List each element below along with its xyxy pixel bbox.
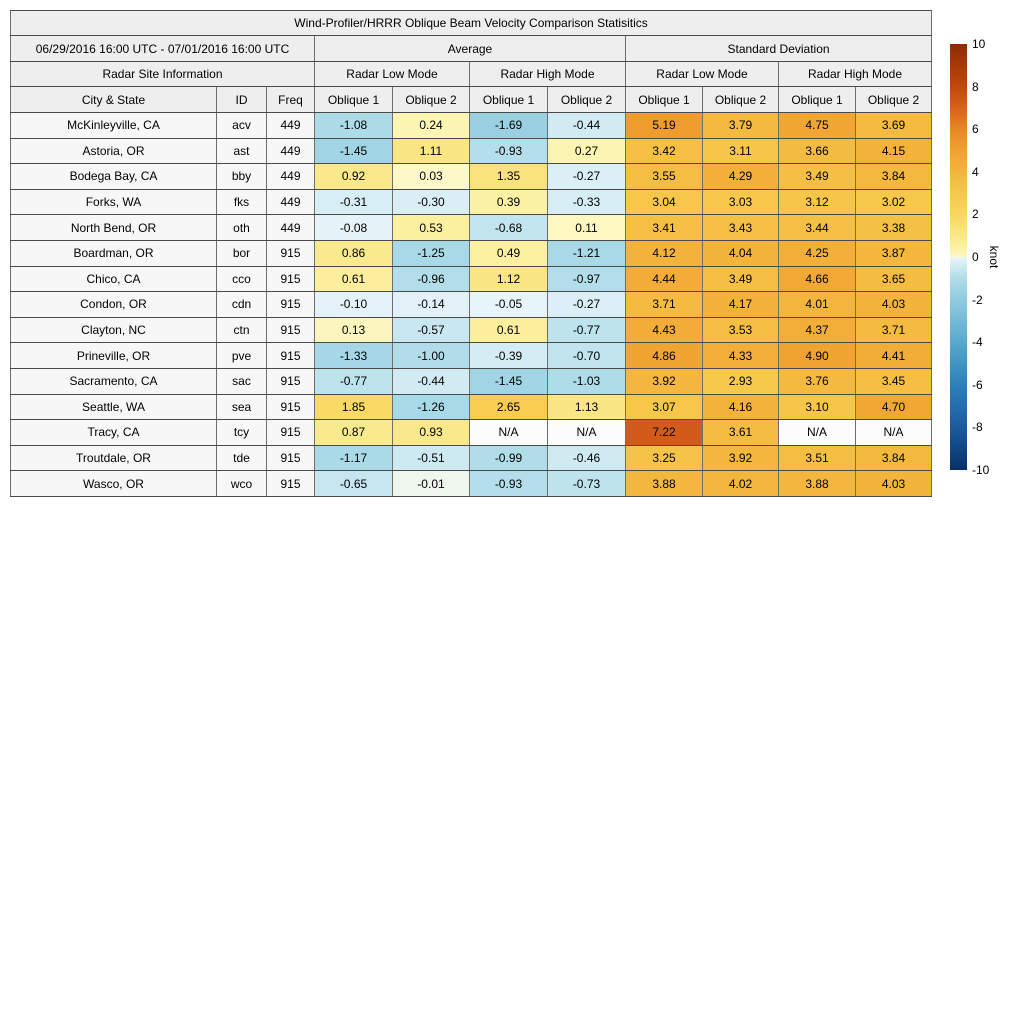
table-row	[11, 215, 932, 241]
colorbar-tick-label: -4	[972, 335, 983, 350]
value-cell: 1.85	[315, 394, 393, 420]
value-cell: -1.08	[315, 113, 393, 139]
value-cell: 0.11	[548, 215, 626, 241]
value-cell: -0.70	[548, 343, 626, 369]
colorbar-tick-label: 4	[972, 164, 979, 179]
value-cell: 4.03	[856, 292, 932, 318]
id-header: ID	[217, 87, 267, 113]
value-cell: 3.84	[856, 445, 932, 471]
value-cell: 4.03	[856, 471, 932, 497]
avg-high-mode-header: Radar High Mode	[470, 62, 626, 87]
value-cell: 0.53	[393, 215, 470, 241]
oblique1-header: Oblique 1	[315, 87, 393, 113]
value-cell: -1.00	[393, 343, 470, 369]
value-cell: -1.45	[315, 138, 393, 164]
id-cell: wco	[217, 471, 267, 497]
value-cell: 4.29	[703, 164, 779, 190]
table-title: Wind-Profiler/HRRR Oblique Beam Velocity Comparison Statisitics	[11, 11, 932, 36]
city-cell: Prineville, OR	[11, 343, 217, 369]
value-cell: 2.93	[703, 368, 779, 394]
value-cell: 3.25	[626, 445, 703, 471]
value-cell: -0.73	[548, 471, 626, 497]
value-cell: 4.25	[779, 240, 856, 266]
value-cell: -0.65	[315, 471, 393, 497]
colorbar-gradient	[950, 44, 967, 470]
value-cell: 1.13	[548, 394, 626, 420]
value-cell: 0.24	[393, 113, 470, 139]
value-cell: 3.55	[626, 164, 703, 190]
value-cell: 1.12	[470, 266, 548, 292]
table-row	[11, 113, 932, 139]
value-cell: 7.22	[626, 420, 703, 446]
freq-cell: 449	[267, 189, 315, 215]
freq-cell: 915	[267, 266, 315, 292]
value-cell: 4.15	[856, 138, 932, 164]
value-cell: -0.39	[470, 343, 548, 369]
city-cell: Wasco, OR	[11, 471, 217, 497]
value-cell: 3.71	[856, 317, 932, 343]
colorbar-tick-label: 6	[972, 122, 979, 137]
city-cell: McKinleyville, CA	[11, 113, 217, 139]
id-cell: ast	[217, 138, 267, 164]
id-cell: ctn	[217, 317, 267, 343]
value-cell: -0.27	[548, 292, 626, 318]
value-cell: 3.45	[856, 368, 932, 394]
value-cell: 4.70	[856, 394, 932, 420]
value-cell: 3.92	[626, 368, 703, 394]
value-cell: 4.12	[626, 240, 703, 266]
city-cell: Seattle, WA	[11, 394, 217, 420]
stats-figure	[10, 10, 932, 497]
value-cell: -0.68	[470, 215, 548, 241]
value-cell: -0.93	[470, 471, 548, 497]
value-cell: 3.43	[703, 215, 779, 241]
id-cell: sea	[217, 394, 267, 420]
value-cell: 4.44	[626, 266, 703, 292]
period-cell: 06/29/2016 16:00 UTC - 07/01/2016 16:00 UTC	[11, 36, 315, 62]
id-cell: bby	[217, 164, 267, 190]
freq-cell: 449	[267, 215, 315, 241]
value-cell: 3.71	[626, 292, 703, 318]
value-cell: 3.49	[779, 164, 856, 190]
value-cell: -0.44	[548, 113, 626, 139]
value-cell: 3.42	[626, 138, 703, 164]
oblique1-header: Oblique 1	[626, 87, 703, 113]
table-row	[11, 317, 932, 343]
value-cell: 4.86	[626, 343, 703, 369]
city-cell: Chico, CA	[11, 266, 217, 292]
value-cell: 4.37	[779, 317, 856, 343]
table-row	[11, 368, 932, 394]
oblique1-header: Oblique 1	[470, 87, 548, 113]
value-cell: 3.04	[626, 189, 703, 215]
city-cell: Troutdale, OR	[11, 445, 217, 471]
value-cell: 3.49	[703, 266, 779, 292]
value-cell: 4.43	[626, 317, 703, 343]
value-cell: 3.10	[779, 394, 856, 420]
id-cell: sac	[217, 368, 267, 394]
value-cell: 0.03	[393, 164, 470, 190]
value-cell: 3.84	[856, 164, 932, 190]
std-low-mode-header: Radar Low Mode	[626, 62, 779, 87]
value-cell: 3.76	[779, 368, 856, 394]
oblique2-header: Oblique 2	[548, 87, 626, 113]
value-cell: 3.92	[703, 445, 779, 471]
colorbar-tick-label: -6	[972, 377, 983, 392]
value-cell: 3.12	[779, 189, 856, 215]
freq-cell: 915	[267, 471, 315, 497]
value-cell: -1.25	[393, 240, 470, 266]
table-row	[11, 471, 932, 497]
value-cell: -0.93	[470, 138, 548, 164]
value-cell: -0.99	[470, 445, 548, 471]
colorbar-tick-label: 8	[972, 79, 979, 94]
city-cell: Clayton, NC	[11, 317, 217, 343]
value-cell: 0.61	[470, 317, 548, 343]
value-cell: 3.07	[626, 394, 703, 420]
table-row	[11, 292, 932, 318]
section-std-dev: Standard Deviation	[626, 36, 932, 62]
table-row	[11, 420, 932, 446]
section-row	[11, 36, 932, 62]
oblique2-header: Oblique 2	[703, 87, 779, 113]
value-cell: 3.38	[856, 215, 932, 241]
table-row	[11, 164, 932, 190]
value-cell: -1.69	[470, 113, 548, 139]
freq-cell: 915	[267, 317, 315, 343]
value-cell: -0.77	[315, 368, 393, 394]
value-cell: 4.01	[779, 292, 856, 318]
value-cell: 2.65	[470, 394, 548, 420]
value-cell: -0.08	[315, 215, 393, 241]
value-cell: 3.53	[703, 317, 779, 343]
value-cell: -1.26	[393, 394, 470, 420]
value-cell: 4.02	[703, 471, 779, 497]
colorbar-tick-label: 10	[972, 37, 986, 51]
value-cell: 3.44	[779, 215, 856, 241]
colorbar	[950, 37, 1020, 477]
value-cell: 5.19	[626, 113, 703, 139]
title-row	[11, 11, 932, 36]
oblique2-header: Oblique 2	[393, 87, 470, 113]
site-info-header: Radar Site Information	[11, 62, 315, 87]
value-cell: -1.17	[315, 445, 393, 471]
table-row	[11, 240, 932, 266]
freq-cell: 449	[267, 164, 315, 190]
value-cell: 4.16	[703, 394, 779, 420]
column-header-row	[11, 87, 932, 113]
id-cell: fks	[217, 189, 267, 215]
city-cell: Bodega Bay, CA	[11, 164, 217, 190]
value-cell: 3.88	[779, 471, 856, 497]
table-row	[11, 266, 932, 292]
city-cell: Sacramento, CA	[11, 368, 217, 394]
city-cell: North Bend, OR	[11, 215, 217, 241]
table-row	[11, 189, 932, 215]
value-cell: 4.41	[856, 343, 932, 369]
freq-cell: 449	[267, 113, 315, 139]
table-row	[11, 138, 932, 164]
value-cell: 4.04	[703, 240, 779, 266]
value-cell: -0.30	[393, 189, 470, 215]
value-cell: 0.93	[393, 420, 470, 446]
table-row	[11, 343, 932, 369]
freq-cell: 915	[267, 394, 315, 420]
value-cell: 3.61	[703, 420, 779, 446]
value-cell: -0.33	[548, 189, 626, 215]
stats-table	[10, 10, 932, 497]
table-row	[11, 445, 932, 471]
value-cell: 3.11	[703, 138, 779, 164]
value-cell: -0.05	[470, 292, 548, 318]
city-cell: Boardman, OR	[11, 240, 217, 266]
id-cell: oth	[217, 215, 267, 241]
value-cell: N/A	[470, 420, 548, 446]
table-row	[11, 394, 932, 420]
city-cell: Condon, OR	[11, 292, 217, 318]
value-cell: 4.75	[779, 113, 856, 139]
id-cell: tde	[217, 445, 267, 471]
freq-cell: 915	[267, 240, 315, 266]
value-cell: 0.13	[315, 317, 393, 343]
value-cell: -1.33	[315, 343, 393, 369]
value-cell: 3.88	[626, 471, 703, 497]
value-cell: 3.69	[856, 113, 932, 139]
freq-cell: 915	[267, 420, 315, 446]
value-cell: 0.87	[315, 420, 393, 446]
value-cell: -1.21	[548, 240, 626, 266]
value-cell: -1.03	[548, 368, 626, 394]
oblique2-header: Oblique 2	[856, 87, 932, 113]
city-header: City & State	[11, 87, 217, 113]
colorbar-unit-label: knot	[987, 245, 1001, 269]
value-cell: -0.96	[393, 266, 470, 292]
freq-cell: 449	[267, 138, 315, 164]
city-cell: Astoria, OR	[11, 138, 217, 164]
freq-cell: 915	[267, 343, 315, 369]
value-cell: 0.39	[470, 189, 548, 215]
value-cell: 0.49	[470, 240, 548, 266]
value-cell: 3.03	[703, 189, 779, 215]
value-cell: 3.02	[856, 189, 932, 215]
id-cell: pve	[217, 343, 267, 369]
value-cell: N/A	[856, 420, 932, 446]
std-high-mode-header: Radar High Mode	[779, 62, 932, 87]
value-cell: 0.92	[315, 164, 393, 190]
value-cell: N/A	[548, 420, 626, 446]
value-cell: 0.27	[548, 138, 626, 164]
value-cell: N/A	[779, 420, 856, 446]
value-cell: -0.46	[548, 445, 626, 471]
id-cell: acv	[217, 113, 267, 139]
value-cell: 3.79	[703, 113, 779, 139]
id-cell: cco	[217, 266, 267, 292]
freq-cell: 915	[267, 445, 315, 471]
section-average: Average	[315, 36, 626, 62]
id-cell: bor	[217, 240, 267, 266]
value-cell: -0.01	[393, 471, 470, 497]
value-cell: -0.77	[548, 317, 626, 343]
value-cell: 0.61	[315, 266, 393, 292]
value-cell: 3.87	[856, 240, 932, 266]
value-cell: 4.90	[779, 343, 856, 369]
freq-header: Freq	[267, 87, 315, 113]
value-cell: 0.86	[315, 240, 393, 266]
value-cell: -0.31	[315, 189, 393, 215]
colorbar-tick-label: -10	[972, 463, 990, 477]
id-cell: cdn	[217, 292, 267, 318]
value-cell: 4.17	[703, 292, 779, 318]
avg-low-mode-header: Radar Low Mode	[315, 62, 470, 87]
value-cell: -0.97	[548, 266, 626, 292]
colorbar-tick-label: 0	[972, 250, 979, 264]
oblique1-header: Oblique 1	[779, 87, 856, 113]
value-cell: 3.66	[779, 138, 856, 164]
colorbar-tick-label: -8	[972, 420, 983, 435]
value-cell: 3.65	[856, 266, 932, 292]
colorbar-tick-label: -2	[972, 292, 983, 307]
value-cell: -1.45	[470, 368, 548, 394]
value-cell: -0.27	[548, 164, 626, 190]
value-cell: 1.35	[470, 164, 548, 190]
value-cell: 3.51	[779, 445, 856, 471]
freq-cell: 915	[267, 292, 315, 318]
city-cell: Forks, WA	[11, 189, 217, 215]
value-cell: -0.10	[315, 292, 393, 318]
id-cell: tcy	[217, 420, 267, 446]
value-cell: -0.57	[393, 317, 470, 343]
city-cell: Tracy, CA	[11, 420, 217, 446]
value-cell: -0.44	[393, 368, 470, 394]
value-cell: -0.14	[393, 292, 470, 318]
colorbar-tick-label: 2	[972, 207, 979, 222]
mode-row	[11, 62, 932, 87]
value-cell: 3.41	[626, 215, 703, 241]
value-cell: 1.11	[393, 138, 470, 164]
value-cell: 4.33	[703, 343, 779, 369]
value-cell: 4.66	[779, 266, 856, 292]
freq-cell: 915	[267, 368, 315, 394]
value-cell: -0.51	[393, 445, 470, 471]
